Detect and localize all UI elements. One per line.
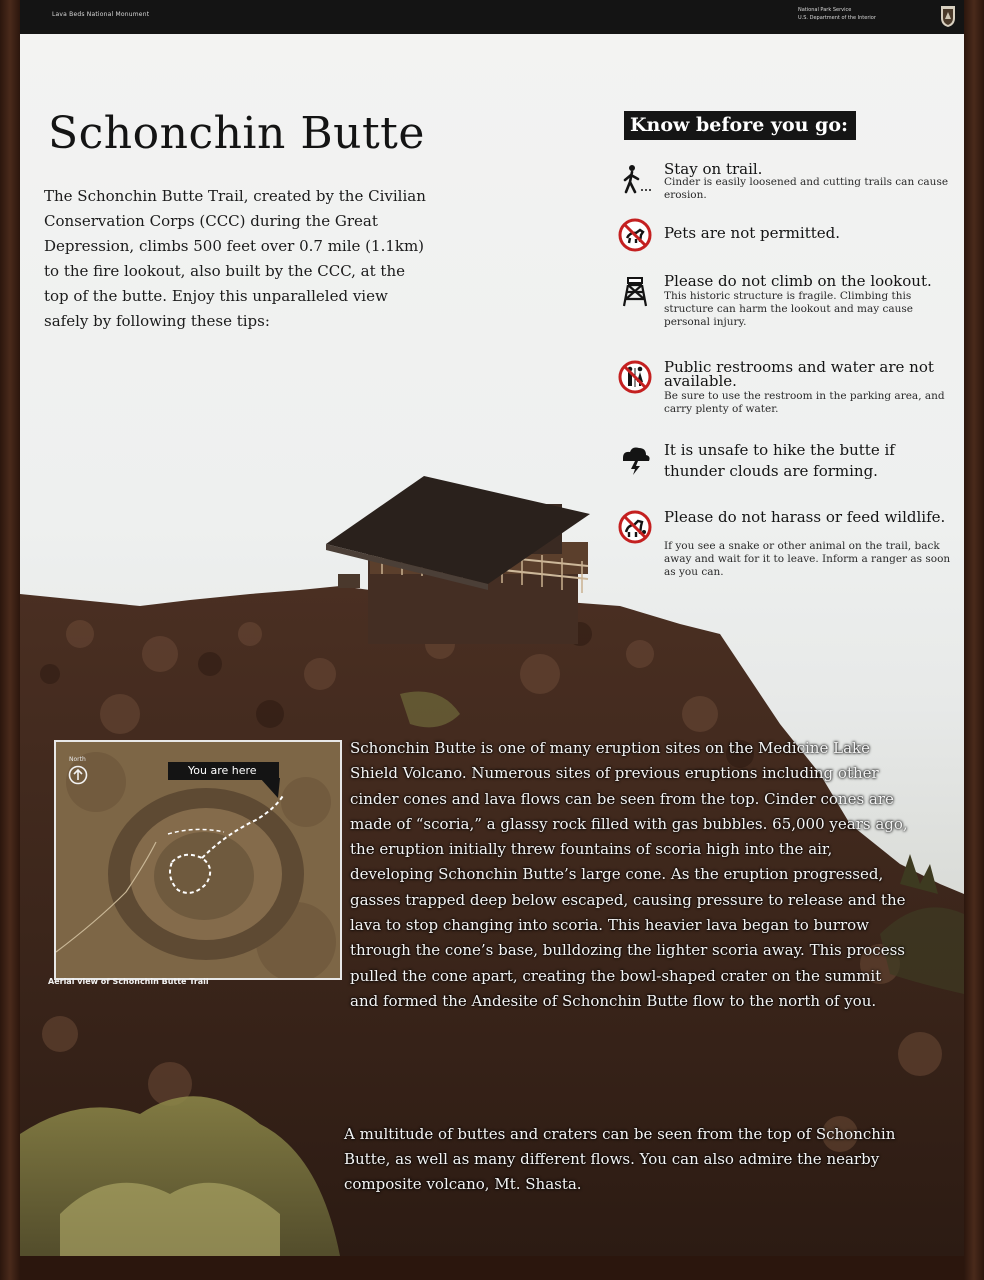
hiker-icon bbox=[618, 162, 652, 196]
map-caption: Aerial view of Schonchin Butte Trail bbox=[48, 977, 209, 986]
tip-body: Be sure to use the restroom in the parking area, and carry plenty of water. bbox=[664, 390, 945, 415]
eruption-story: Schonchin Butte is one of many eruption sites on the Medicine Lake Shield Volcano. Numerous sites of previous eruptions including other cinder cones and lava flows can be seen from the top. Cinder cones are made of “scoria,” a glassy rock filled with gas bubbles. 65,000 years ago, the eruption initially threw fountains of scoria high into the air, developing Schonchin Butte’s large cone. As the eruption progressed, gasses trapped deep below escaped, causing pressure to release and the lava to stop changing into scoria. This heavier lava began to burrow through the cone’s base, bulldozing the lighter scoria away. This process pulled the cone apart, creating the bowl-shaped crater on the summit and formed the Andesite of Schonchin Butte flow to the north of you. bbox=[350, 739, 908, 1010]
tip-thunder-clouds bbox=[618, 442, 958, 486]
sign-panel bbox=[20, 34, 964, 1256]
north-label: North bbox=[69, 756, 86, 763]
you-are-here-label: You are here bbox=[168, 762, 279, 780]
agency-name: National Park Service U.S. Department of the Interior bbox=[798, 7, 876, 21]
tip-no-feeding-wildlife bbox=[618, 510, 958, 590]
north-arrow-icon bbox=[68, 765, 88, 785]
sign-header-bar bbox=[20, 0, 964, 34]
you-are-here-pointer-icon bbox=[258, 776, 282, 800]
tip-head: Please do not climb on the lookout. bbox=[664, 272, 932, 290]
thunder-cloud-icon bbox=[618, 442, 652, 476]
tip-head: Public restrooms and water are not available. bbox=[664, 358, 934, 390]
no-feeding-wildlife-icon bbox=[618, 510, 652, 544]
know-before-heading: Know before you go: bbox=[624, 111, 856, 140]
tip-head: Stay on trail. bbox=[664, 160, 763, 178]
tip-head: Please do not harass or feed wildlife. bbox=[664, 508, 946, 526]
page-title: Schonchin Butte bbox=[48, 108, 425, 159]
no-pets-icon bbox=[618, 218, 652, 252]
nps-arrowhead-icon bbox=[940, 4, 956, 28]
tip-body: Cinder is easily loosened and cutting trails can cause erosion. bbox=[664, 176, 949, 201]
tip-stay-on-trail bbox=[618, 162, 958, 208]
tip-head: It is unsafe to hike the butte if thunder clouds are forming. bbox=[664, 441, 895, 480]
buttes-paragraph: A multitude of buttes and craters can be seen from the top of Schonchin Butte, as well as many different flows. You can also admire the nearby composite volcano, Mt. Shasta. bbox=[344, 1125, 896, 1193]
park-name: Lava Beds National Monument bbox=[52, 11, 150, 18]
intro-paragraph: The Schonchin Butte Trail, created by the Civilian Conservation Corps (CCC) during the Great Depression, climbs 500 feet over 0.7 mile (1.1km) to the fire lookout, also built by the CCC, at the top of the butte. Enjoy this unparalleled view safely by following these tips: bbox=[44, 187, 426, 330]
tip-body: If you see a snake or other animal on the trail, back away and wait for it to leave. Inform a ranger as soon as you can. bbox=[664, 540, 951, 578]
tip-no-restrooms bbox=[618, 360, 958, 424]
tip-no-pets bbox=[618, 218, 958, 254]
tip-body: This historic structure is fragile. Climbing this structure can harm the lookout and may cause personal injury. bbox=[664, 290, 914, 328]
no-restrooms-icon bbox=[618, 360, 652, 394]
lookout-tower-icon bbox=[618, 274, 652, 308]
tip-head: Pets are not permitted. bbox=[664, 224, 841, 242]
tip-no-climb-lookout bbox=[618, 274, 958, 336]
